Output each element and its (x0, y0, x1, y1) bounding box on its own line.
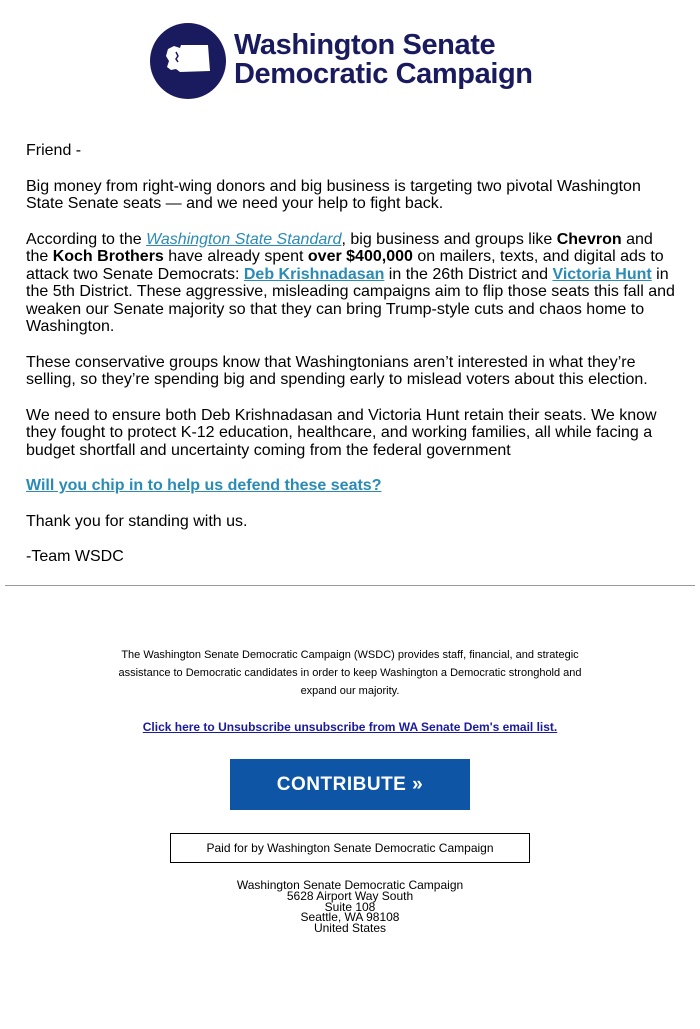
p2-text-c: and the (26, 230, 653, 265)
email-header (0, 0, 700, 120)
footer-description: The Washington Senate Democratic Campaign (WSDC) provides staff, financial, and strategic assistance to Democratic candidates in order to keep Washington a Democratic stronghold and expand our majority. (118, 649, 582, 697)
p2-text-a: According to the (26, 230, 147, 248)
washington-state-standard-link[interactable]: Washington State Standard (146, 230, 342, 248)
chip-in-link[interactable]: Will you chip in to help us defend these seats? (26, 477, 382, 494)
address-line-2: 5628 Airport Way South (286, 888, 414, 903)
email-body (26, 142, 676, 584)
p2-text-e: on mailers, texts, and digital ads to attack two Senate Democrats: (26, 248, 664, 283)
paid-for-box: Paid for by Washington Senate Democratic Campaign (170, 833, 530, 863)
signoff-text: -Team WSDC (26, 548, 124, 565)
amount-text: over $400,000 (307, 248, 413, 265)
divider (5, 585, 695, 586)
address-line-1: Washington Senate Democratic Campaign (236, 878, 464, 892)
address-line-5: United States (313, 921, 387, 936)
p2-text-f: in the 26th District and (384, 265, 553, 283)
address-line-3: Suite 108 (324, 899, 376, 914)
chevron-text: Chevron (556, 230, 622, 248)
paragraph-3: These conservative groups know that Washingtonians aren’t interested in what they’re selling, so they’re spending big and spending early to mislead voters about this election. (26, 353, 648, 388)
paragraph-4: We need to ensure both Deb Krishnadasan and Victoria Hunt retain their seats. We know they fought to protect K-12 education, healthcare, and working families, all while facing a budget shortfall and uncertainty coming from the federal government (26, 406, 657, 459)
washington-state-logo-icon (150, 23, 226, 99)
deb-krishnadasan-link[interactable]: Deb Krishnadasan (243, 265, 385, 283)
koch-brothers-text: Koch Brothers (52, 248, 164, 265)
unsubscribe-container (0, 720, 700, 734)
cta-paragraph (26, 477, 676, 495)
thanks-text: Thank you for standing with us. (26, 512, 248, 530)
unsubscribe-link[interactable]: Click here to Unsubscribe unsubscribe from WA Senate Dem's email list. (142, 720, 558, 734)
mailing-address (0, 880, 700, 934)
campaign-logo-wordmark (234, 31, 533, 89)
victoria-hunt-link[interactable]: Victoria Hunt (552, 265, 652, 283)
p2-text-g: in the 5th District. These aggressive, misleading campaigns aim to flip those seats this fall and weaken our Senate majority so that they can bring Trump-style cuts and chaos home to Washington. (26, 265, 675, 335)
greeting: Friend - (26, 142, 82, 159)
logo-line-1: Washington Senate (234, 29, 496, 61)
contribute-button[interactable]: CONTRIBUTE » (230, 759, 470, 810)
paragraph-1: Big money from right-wing donors and big business is targeting two pivotal Washington State Senate seats — and we need your help to fight back. (26, 177, 641, 212)
p2-text-d: have already spent (163, 248, 308, 265)
address-line-4: Seattle, WA 98108 (300, 910, 400, 925)
p2-text-b: , big business and groups like (341, 230, 557, 248)
paragraph-2 (26, 231, 676, 336)
logo-line-2: Democratic Campaign (234, 58, 533, 90)
